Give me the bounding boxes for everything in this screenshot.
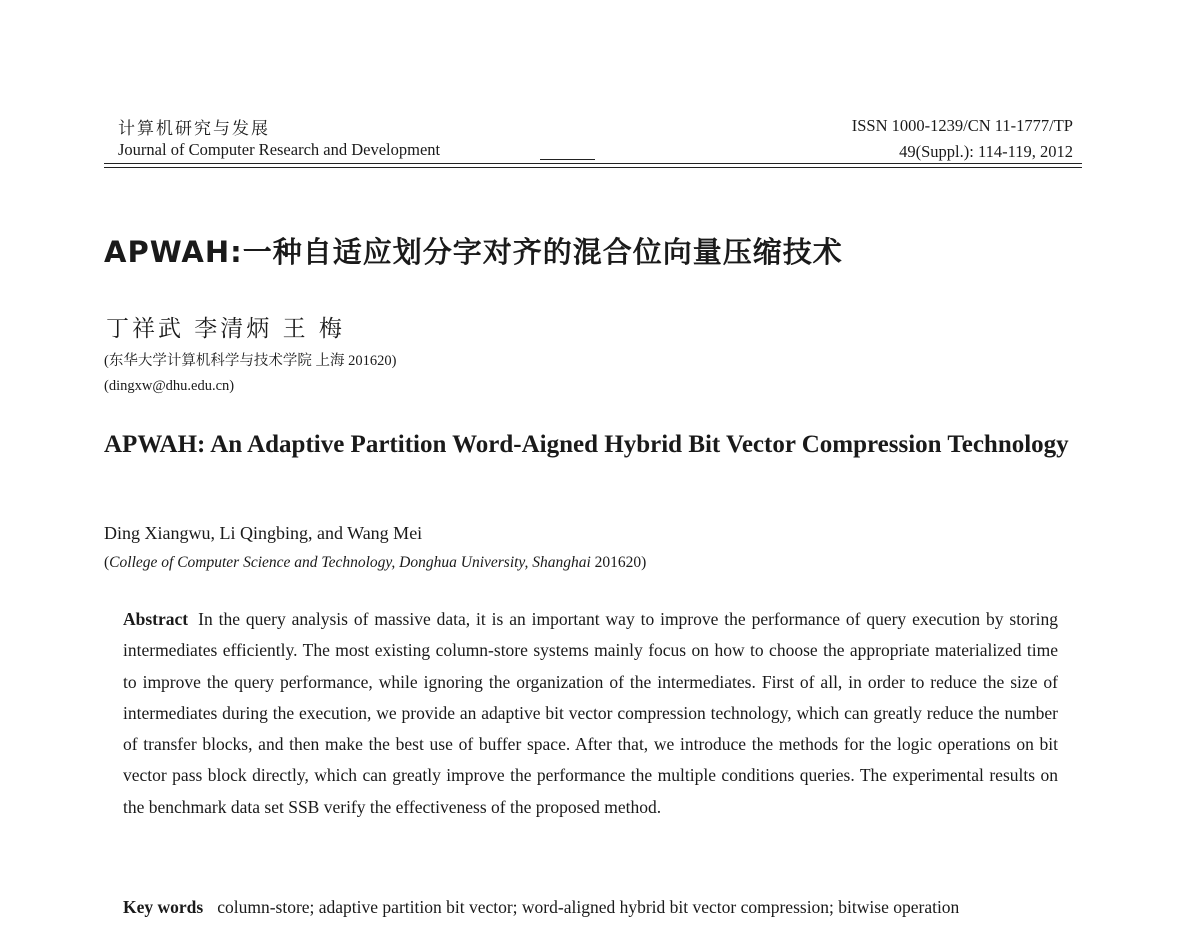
keywords — [123, 892, 1058, 923]
keywords-label: Key words — [123, 897, 204, 917]
journal-name-cn: 计算机研究与发展 — [118, 119, 270, 138]
affiliation-institution: College of Computer Science and Technology, Donghua University, Shanghai — [109, 554, 591, 571]
issn-line: ISSN 1000-1239/CN 11-1777/TP — [851, 116, 1073, 135]
volume-pages: 49(Suppl.): 114-119, 2012 — [899, 142, 1073, 161]
header-rule-thick — [104, 163, 1082, 164]
journal-name-en: Journal of Computer Research and Development — [118, 140, 441, 159]
authors-cn: 丁祥武 李清炳 王 梅 — [106, 316, 345, 342]
keywords-text: column-store; adaptive partition bit vector; word-aligned hybrid bit vector compression; bitwise operation — [217, 897, 960, 917]
affiliation-code: 201620) — [590, 554, 647, 571]
paper-title-cn: APWAH:一种自适应划分字对齐的混合位向量压缩技术 — [104, 235, 843, 269]
header-rule-tab — [540, 159, 595, 160]
affiliation-cn: (东华大学计算机科学与技术学院 上海 201620) — [104, 353, 397, 369]
header-rule-thin — [104, 167, 1082, 168]
abstract-label: Abstract — [123, 609, 189, 629]
affiliation-en: (College of Computer Science and Technology, Donghua University, Shanghai 201620) — [104, 554, 647, 571]
abstract-text: In the query analysis of massive data, it is an important way to improve the performance of query execution by storing intermediates efficiently. The most existing column-store systems mainly focus on how to choose the appropriate materialized time to improve the query performance, while ignoring the organization of the intermediates. First of all, in order to reduce the size of intermediates during the execution, we provide an adaptive bit vector compression technology, which can greatly reduce the number of transfer blocks, and then make the best use of buffer space. After that, we introduce the methods for the logic operations on bit vector pass block directly, which can greatly improve the performance the multiple conditions queries. The experimental results on the benchmark data set SSB verify the effectiveness of the proposed method. — [123, 609, 1058, 817]
author-email[interactable]: (dingxw@dhu.edu.cn) — [104, 378, 235, 394]
abstract — [123, 604, 1058, 823]
authors-en: Ding Xiangwu, Li Qingbing, and Wang Mei — [104, 523, 423, 543]
paper-title-en: APWAH: An Adaptive Partition Word-Aigned Hybrid Bit Vector Compression Technology — [104, 431, 1069, 458]
